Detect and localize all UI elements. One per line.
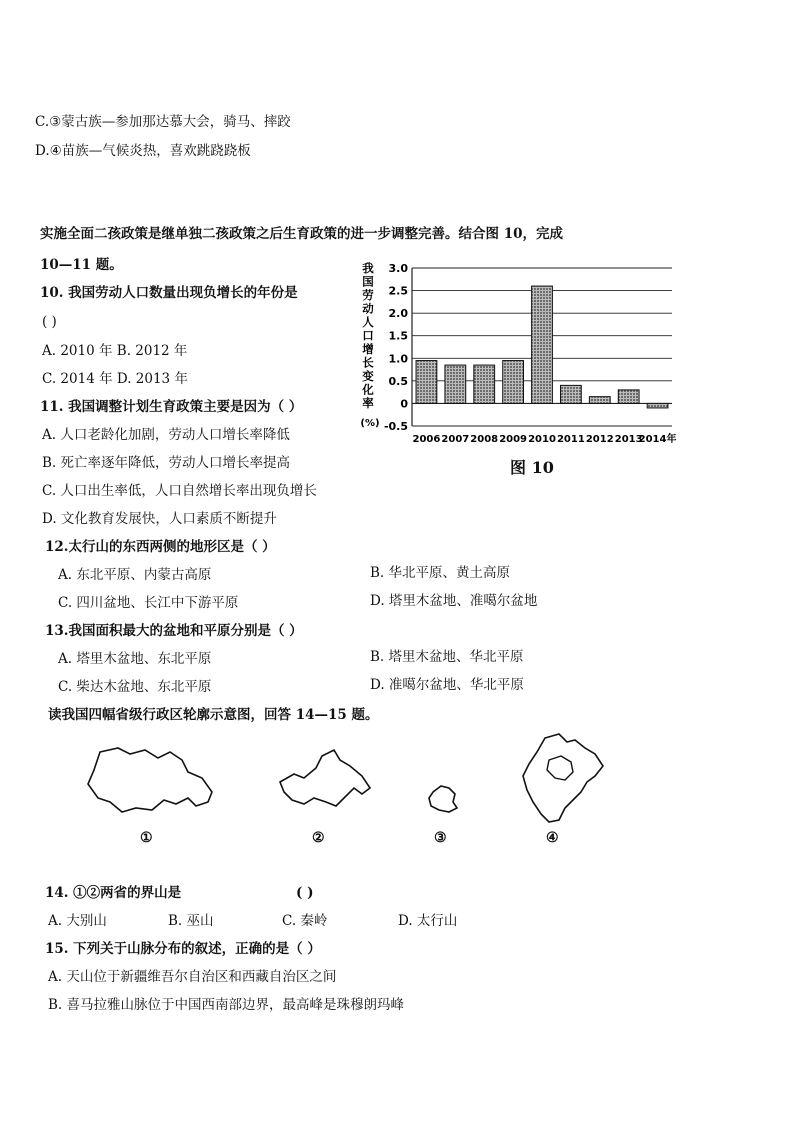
q14-blank: ( ) — [296, 885, 314, 901]
q14-option-a: A. 大别山 — [48, 913, 107, 929]
q14-stem: 14. ①②两省的界山是 — [45, 885, 182, 901]
y-axis-label-unit: (%) — [360, 418, 380, 429]
y-axis-label-char: 口 — [362, 328, 374, 343]
q11-stem: 11. 我国调整计划生育政策主要是因为（ ） — [40, 399, 303, 415]
maps-intro: 读我国四幅省级行政区轮廓示意图，回答 14—15 题。 — [48, 707, 379, 723]
q10-options-cd: C. 2014 年 D. 2013 年 — [42, 371, 188, 387]
q12-option-c: C. 四川盆地、长江中下游平原 — [58, 595, 239, 611]
province-map-1 — [70, 740, 230, 825]
q14-option-d: D. 太行山 — [398, 913, 458, 929]
q12-option-a: A. 东北平原、内蒙古高原 — [58, 567, 212, 583]
y-axis-label-char: 国 — [362, 274, 374, 289]
bar-2006 — [416, 361, 437, 404]
y-axis-label-char: 我 — [362, 261, 374, 275]
y-axis-label-char: 化 — [362, 382, 374, 397]
q11-option-b: B. 死亡率逐年降低，劳动人口增长率提高 — [42, 455, 291, 471]
q14-option-c: C. 秦岭 — [282, 913, 328, 929]
q14-option-b: B. 巫山 — [168, 913, 214, 929]
q10-stem: 10. 我国劳动人口数量出现负增长的年份是 — [40, 285, 298, 301]
q13-option-d: D. 准噶尔盆地、华北平原 — [370, 677, 524, 693]
x-tick-label: 2008 — [470, 434, 499, 445]
bar-2011 — [560, 385, 581, 403]
q15-option-b: B. 喜马拉雅山脉位于中国西南部边界，最高峰是珠穆朗玛峰 — [48, 997, 405, 1013]
q13-option-b: B. 塔里木盆地、华北平原 — [370, 649, 524, 665]
q15-option-a: A. 天山位于新疆维吾尔自治区和西藏自治区之间 — [48, 969, 337, 985]
labor-growth-bar-chart — [360, 258, 680, 448]
q11-option-d: D. 文化教育发展快，人口素质不断提升 — [42, 511, 277, 527]
q9-option-c: C.③蒙古族—参加那达慕大会，骑马、摔跤 — [35, 114, 291, 130]
q12-stem: 12.太行山的东西两侧的地形区是（ ） — [45, 539, 276, 555]
q12-option-d: D. 塔里木盆地、准噶尔盆地 — [370, 593, 538, 609]
q13-option-c: C. 柴达木盆地、东北平原 — [58, 679, 212, 695]
x-tick-label: 2014年 — [638, 434, 677, 445]
x-tick-label: 2010 — [528, 434, 556, 445]
y-axis-label-char: 变 — [362, 369, 374, 383]
x-tick-label: 2007 — [441, 434, 470, 445]
bar-2012 — [589, 397, 610, 404]
intro-line-2: 10—11 题。 — [40, 257, 123, 273]
figure-label: 图 10 — [510, 458, 554, 477]
q11-option-a: A. 人口老龄化加剧，劳动人口增长率降低 — [42, 427, 290, 443]
bar-2009 — [503, 361, 524, 404]
y-tick-label: 1.0 — [388, 352, 408, 366]
bar-2008 — [474, 365, 495, 403]
q13-option-a: A. 塔里木盆地、东北平原 — [58, 651, 212, 667]
q11-option-c: C. 人口出生率低，人口自然增长率出现负增长 — [42, 483, 317, 499]
bar-2014年 — [647, 403, 668, 408]
y-axis-label-char: 率 — [362, 396, 374, 410]
y-tick-label: 0 — [400, 397, 408, 411]
y-tick-label: 2.5 — [388, 284, 408, 298]
x-tick-label: 2011 — [556, 434, 585, 445]
bar-2010 — [532, 286, 553, 403]
y-tick-label: 1.5 — [388, 329, 408, 343]
y-axis-label-char: 劳 — [362, 288, 374, 302]
q10-blank: ( ) — [42, 314, 57, 330]
y-axis-label-char: 人 — [362, 315, 374, 329]
y-tick-label: 3.0 — [388, 262, 408, 275]
map-label-3: ③ — [434, 830, 447, 846]
y-axis-label-char: 长 — [362, 355, 374, 370]
q13-stem: 13.我国面积最大的盆地和平原分别是（ ） — [45, 623, 303, 639]
x-tick-label: 2006 — [412, 434, 441, 445]
x-tick-label: 2013 — [614, 434, 643, 445]
intro-line-1: 实施全面二孩政策是继单独二孩政策之后生育政策的进一步调整完善。结合图 10，完成 — [40, 226, 563, 242]
bar-2013 — [618, 390, 639, 404]
q10-options-ab: A. 2010 年 B. 2012 年 — [42, 343, 188, 359]
q9-option-d: D.④苗族—气候炎热，喜欢跳跷跷板 — [35, 143, 251, 159]
y-tick-label: -0.5 — [383, 420, 408, 433]
map-label-4: ④ — [546, 830, 559, 846]
province-map-4 — [515, 730, 610, 830]
q15-stem: 15. 下列关于山脉分布的叙述，正确的是（ ） — [45, 941, 321, 957]
y-axis-label-char: 增 — [362, 342, 374, 356]
q12-option-b: B. 华北平原、黄土高原 — [370, 565, 511, 581]
y-tick-label: 0.5 — [388, 374, 408, 388]
province-map-3 — [425, 782, 461, 816]
map-label-1: ① — [140, 830, 153, 846]
bar-2007 — [445, 365, 466, 403]
y-tick-label: 2.0 — [388, 307, 408, 321]
x-tick-label: 2012 — [585, 434, 614, 445]
y-axis-label-char: 动 — [362, 301, 374, 316]
map-label-2: ② — [312, 830, 325, 846]
x-tick-label: 2009 — [499, 434, 528, 445]
province-map-2 — [270, 740, 380, 820]
